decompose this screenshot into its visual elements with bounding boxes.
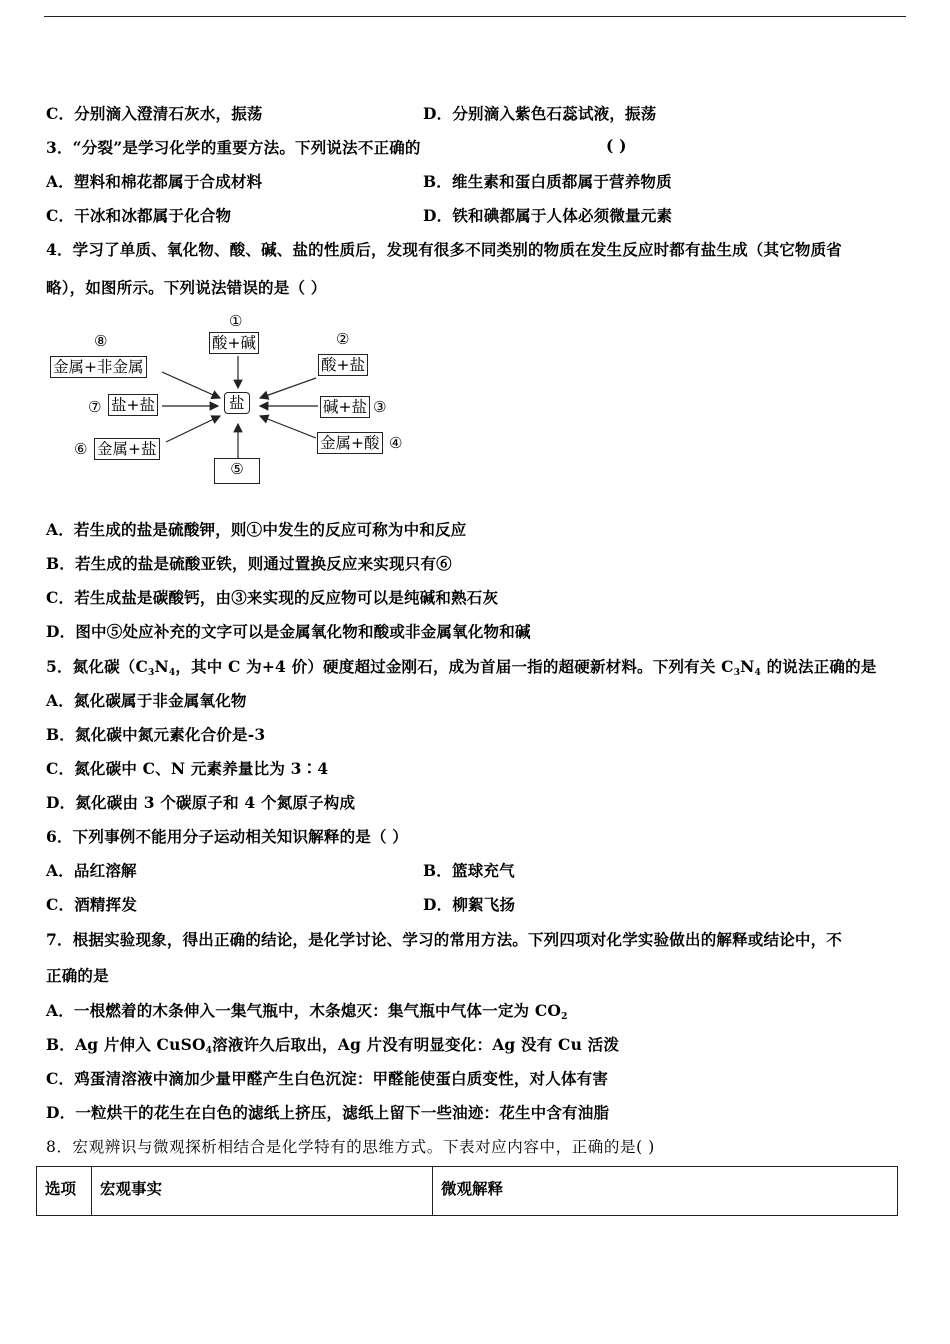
q5-stem-part: ，其中 C 为+4 价）硬度超过金刚石，成为首届一指的超硬新材料。下列有关 C [175, 657, 734, 676]
q2-option-d[interactable]: D．分别滴入紫色石蕊试液，振荡 [423, 104, 657, 123]
label-1: ① [229, 312, 243, 330]
q3-stem-text: 3．“分裂”是学习化学的重要方法。下列说法不正确的 [46, 138, 421, 157]
box-salt-salt: 盐+盐 [108, 394, 158, 416]
salt-formation-diagram [44, 312, 424, 490]
table-header-micro: 微观解释 [441, 1179, 504, 1198]
box-acid-salt: 酸+盐 [318, 354, 368, 376]
q3-option-a[interactable]: A．塑料和棉花都属于合成材料 [46, 172, 263, 191]
arrow-8 [162, 372, 220, 398]
q5-option-d[interactable]: D．氮化碳由 3 个碳原子和 4 个氮原子构成 [46, 793, 356, 812]
q7-option-b-sub: 4 [205, 1046, 213, 1056]
center-salt-box: 盐 [224, 392, 250, 414]
q4-option-b[interactable]: B．若生成的盐是硫酸亚铁，则通过置换反应来实现只有⑥ [46, 554, 452, 573]
q6-option-a[interactable]: A．品红溶解 [46, 861, 137, 880]
q4-stem-line2: 略），如图所示。下列说法错误的是（ ） [46, 278, 327, 297]
box-blank-5 [214, 458, 260, 484]
label-7: ⑦ [88, 398, 102, 416]
arrow-6 [166, 416, 220, 442]
q7-option-c[interactable]: C．鸡蛋清溶液中滴加少量甲醛产生白色沉淀：甲醛能使蛋白质变性，对人体有害 [46, 1069, 609, 1088]
q5-sub: 3 [733, 668, 741, 678]
q4-option-c[interactable]: C．若生成盐是碳酸钙，由③来实现的反应物可以是纯碱和熟石灰 [46, 588, 499, 607]
label-6: ⑥ [74, 440, 88, 458]
box-metal-salt: 金属+盐 [94, 438, 160, 460]
q7-option-d[interactable]: D．一粒烘干的花生在白色的滤纸上挤压，滤纸上留下一些油迹：花生中含有油脂 [46, 1103, 610, 1122]
q7-option-b-text: 溶液许久后取出，Ag 片没有明显变化：Ag 没有 Cu 活泼 [212, 1035, 620, 1054]
box-acid-base: 酸+碱 [209, 332, 259, 354]
q7-stem-line2: 正确的是 [46, 966, 109, 985]
q3-answer-paren: ( ) [606, 136, 627, 155]
q2-options-cd [46, 102, 657, 124]
q6-options-cd [46, 893, 516, 915]
q3-option-b[interactable]: B．维生素和蛋白质都属于营养物质 [423, 172, 672, 191]
q5-stem-part: 5．氮化碳（C [46, 657, 149, 676]
box-metal-nonmetal: 金属+非金属 [50, 356, 147, 378]
q7-option-a-text: A．一根燃着的木条伸入一集气瓶中，木条熄灭：集气瓶中气体一定为 CO [46, 1001, 562, 1020]
q8-table [36, 1166, 898, 1216]
label-8: ⑧ [94, 332, 108, 350]
q5-option-a[interactable]: A．氮化碳属于非金属氧化物 [46, 691, 247, 710]
label-5: ⑤ [230, 460, 244, 478]
q5-stem-part: N [154, 657, 169, 676]
label-4: ④ [389, 434, 403, 452]
arrow-2 [260, 378, 316, 398]
q2-option-c[interactable]: C．分别滴入澄清石灰水，振荡 [46, 104, 263, 123]
q6-stem: 6．下列事例不能用分子运动相关知识解释的是（ ） [46, 827, 408, 846]
q4-stem-line1: 4．学习了单质、氧化物、酸、碱、盐的性质后，发现有很多不同类别的物质在发生反应时都有盐生成（其它物质省 [46, 240, 842, 259]
q5-option-b[interactable]: B．氮化碳中氮元素化合价是-3 [46, 725, 266, 744]
q3-options-ab [46, 170, 672, 192]
box-base-salt: 碱+盐 [320, 396, 370, 418]
table-header-option: 选项 [37, 1167, 92, 1215]
q5-stem-part: 的说法正确的是 [761, 657, 877, 676]
q3-stem [46, 136, 627, 158]
q5-sub: 4 [754, 668, 761, 678]
q4-option-d[interactable]: D．图中⑤处应补充的文字可以是金属氧化物和酸或非金属氧化物和碱 [46, 622, 531, 641]
q5-stem [46, 655, 877, 678]
q7-option-b-text: B．Ag 片伸入 CuSO [46, 1035, 206, 1054]
q7-stem-line1: 7．根据实验现象，得出正确的结论，是化学讨论、学习的常用方法。下列四项对化学实验做出的解释或结论中，不 [46, 930, 842, 949]
q3-option-d[interactable]: D．铁和碘都属于人体必须微量元素 [423, 206, 673, 225]
q7-option-a-sub: 2 [561, 1012, 568, 1022]
q5-option-c[interactable]: C．氮化碳中 C、N 元素养量比为 3∶4 [46, 759, 329, 778]
box-metal-acid: 金属+酸 [317, 432, 383, 454]
arrow-4 [260, 416, 316, 438]
q5-sub: 4 [168, 668, 176, 678]
q3-options-cd [46, 204, 673, 226]
q5-sub: 3 [148, 668, 155, 678]
q6-options-ab [46, 859, 515, 881]
label-3: ③ [373, 398, 387, 416]
q5-stem-part: N [740, 657, 755, 676]
q6-option-d[interactable]: D．柳絮飞扬 [423, 895, 516, 914]
q8-stem: 8．宏观辨识与微观探析相结合是化学特有的思维方式。下表对应内容中，正确的是( ) [46, 1138, 655, 1156]
q3-option-c[interactable]: C．干冰和冰都属于化合物 [46, 206, 232, 225]
q7-option-a[interactable] [46, 999, 568, 1022]
q7-option-b[interactable] [46, 1033, 619, 1056]
table-header-macro: 宏观事实 [92, 1167, 433, 1215]
label-2: ② [336, 330, 350, 348]
q6-option-b[interactable]: B．篮球充气 [423, 861, 515, 880]
q6-option-c[interactable]: C．酒精挥发 [46, 895, 138, 914]
q4-option-a[interactable]: A．若生成的盐是硫酸钾，则①中发生的反应可称为中和反应 [46, 520, 467, 539]
header-rule [44, 16, 906, 17]
